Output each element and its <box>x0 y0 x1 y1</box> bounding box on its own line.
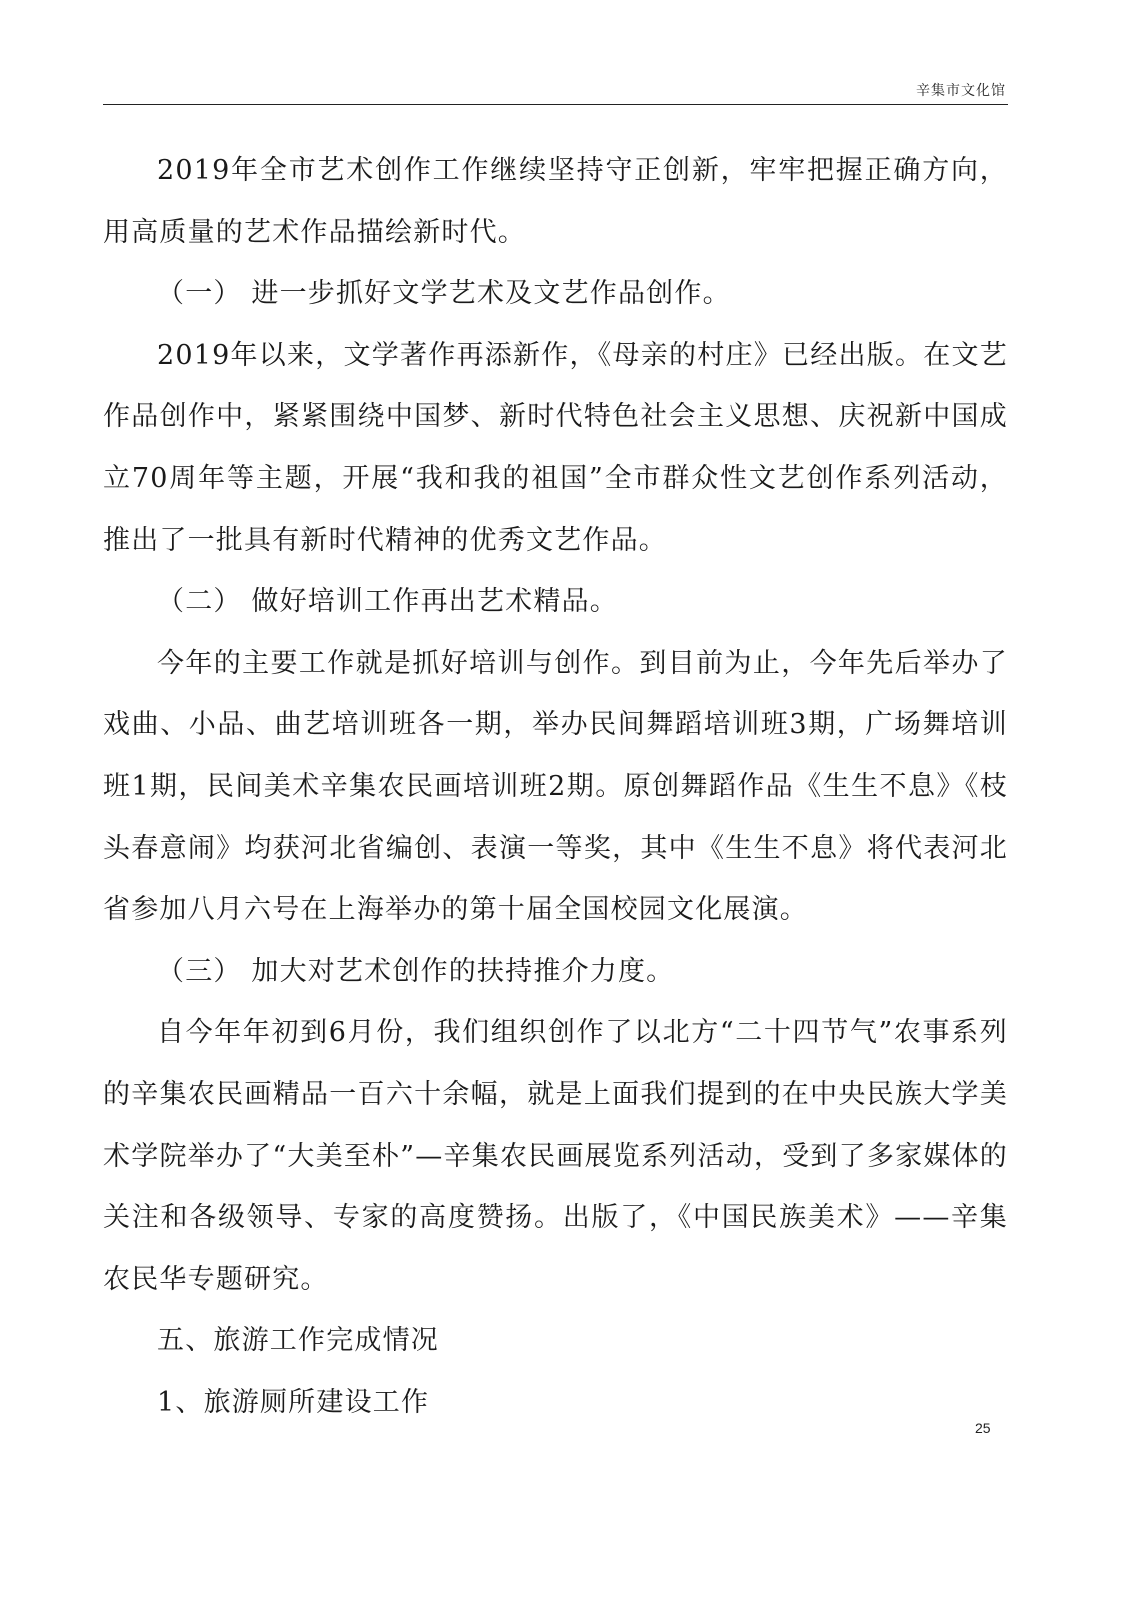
subheading-toilet-construction: 1、旅游厕所建设工作 <box>157 1386 430 1418</box>
page-number: 25 <box>975 1420 991 1436</box>
section-heading-2: （二） 做好培训工作再出艺术精品。 <box>157 586 618 618</box>
header-title: 辛集市文化馆 <box>916 83 1006 99</box>
page-header <box>103 78 1008 105</box>
paragraph-training: 今年的主要工作就是抓好培训与创作。到目前为止，今年先后举办了戏曲、小品、曲艺培训班各一期，举办民间舞蹈培训班3期，广场舞培训班1期，民间美术辛集农民画培训班2期。原创舞蹈作品《生生不息》《枝头春意闹》均获河北省编创、表演一等奖，其中《生生不息》将代表河北省参加八月六号在上海举办的第十届全国校园文化展演。 <box>103 647 1008 926</box>
chapter-heading-tourism: 五、旅游工作完成情况 <box>157 1325 439 1357</box>
paragraph-promotion: 自今年年初到6月份，我们组织创作了以北方“二十四节气”农事系列的辛集农民画精品一百六十余幅，就是上面我们提到的在中央民族大学美术学院举办了“大美至朴”—辛集农民画展览系列活动，受到了多家媒体的关注和各级领导、专家的高度赞扬。出版了，《中国民族美术》——辛集农民华专题研究。 <box>103 1017 1008 1295</box>
paragraph-intro: 2019年全市艺术创作工作继续坚持守正创新，牢牢把握正确方向，用高质量的艺术作品描绘新时代。 <box>103 155 1008 248</box>
section-heading-3: （三） 加大对艺术创作的扶持推介力度。 <box>157 955 675 987</box>
section-heading-1: （一） 进一步抓好文学艺术及文艺作品创作。 <box>157 278 731 310</box>
paragraph-literature: 2019年以来，文学著作再添新作，《母亲的村庄》已经出版。在文艺作品创作中，紧紧围绕中国梦、新时代特色社会主义思想、庆祝新中国成立70周年等主题，开展“我和我的祖国”全市群众性文艺创作系列活动，推出了一批具有新时代精神的优秀文艺作品。 <box>103 339 1008 556</box>
document-body <box>103 140 1008 1433</box>
